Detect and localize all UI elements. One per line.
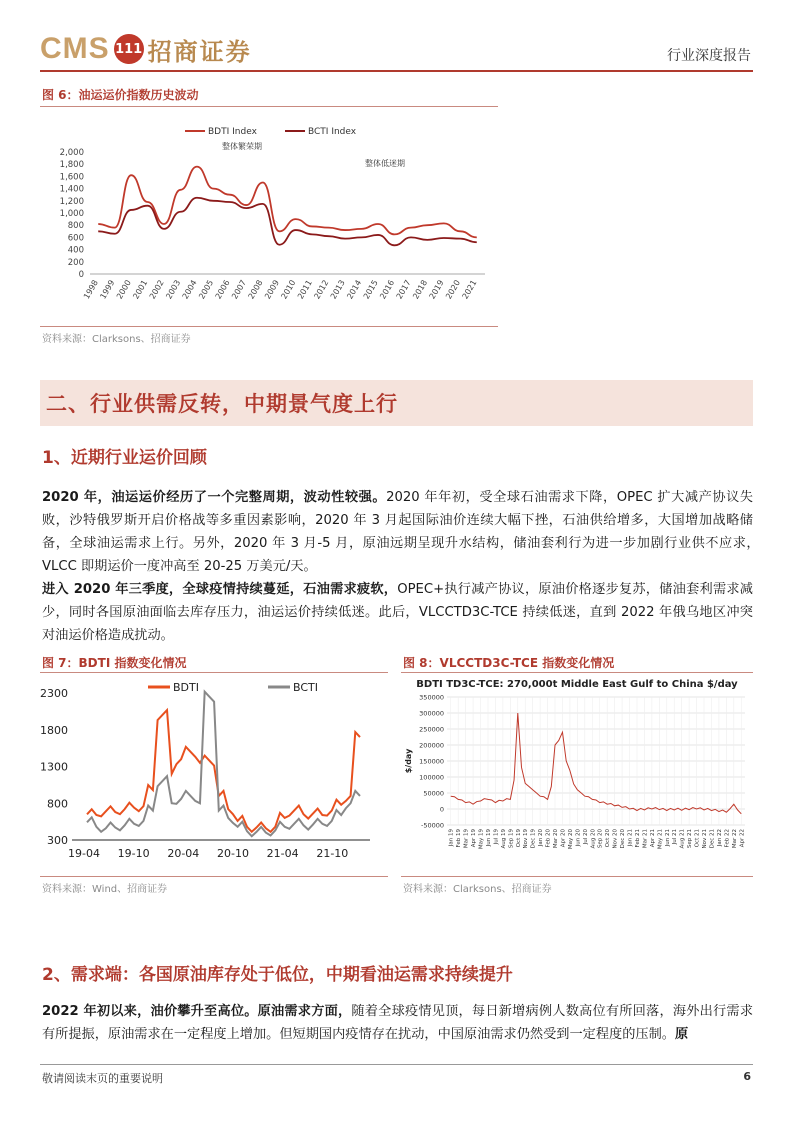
y-tick-label: 800 — [47, 797, 68, 811]
p3-text: 随着全球疫情见顶，每日新增病例人数高位有所回落，海外出行需求有所提振，原油需求在一定程度上增加。但短期国内疫情存在扰动，中国原油需求仍然受到一定程度的压制。 — [42, 1004, 754, 1042]
fig8-rule — [401, 672, 753, 673]
x-tick-label: Oct 20 — [605, 829, 612, 848]
x-tick-label: Mar 20 — [553, 829, 560, 849]
fig7-source: 资料来源：Wind、招商证券 — [42, 884, 168, 895]
x-tick-label: Jun 21 — [664, 829, 671, 847]
x-tick-label: May 21 — [657, 829, 664, 850]
x-tick-label: Jan 21 — [627, 829, 634, 847]
x-tick-label: Jan 19 — [448, 829, 455, 847]
x-tick-label: 2008 — [246, 278, 265, 301]
x-tick-label: 2020 — [444, 278, 463, 301]
x-tick-label: 1998 — [81, 278, 100, 301]
x-tick-label: Oct 19 — [515, 829, 522, 848]
x-tick-label: Nov 20 — [612, 829, 619, 849]
y-tick-label: 250000 — [419, 725, 444, 734]
fig6-legend — [185, 127, 357, 137]
fig8-chart — [401, 675, 753, 875]
x-tick-label: Apr 20 — [560, 829, 567, 848]
fig8-chart-title: BDTI TD3C-TCE: 270,000t Middle East Gulf to China $/day — [416, 679, 738, 690]
x-tick-label: May 20 — [567, 829, 574, 850]
x-tick-label: 2016 — [378, 278, 397, 301]
x-tick-label: 21-04 — [266, 847, 299, 860]
p2-text: OPEC+执行减产协议，原油价格逐步复苏，储油套利需求减少，同时各国原油面临去库存压力，油运运价持续低迷。此后，VLCCTD3C-TCE 持续低迷，直到 2022 年俄乌地区冲突对油运价格造成扰动。 — [42, 582, 753, 643]
x-tick-label: Mar 22 — [731, 829, 738, 849]
x-tick-label: Jun 19 — [485, 829, 492, 847]
logo-seal-icon: 111 — [114, 34, 144, 64]
p1-bold: 2020 年，油运运价经历了一个完整周期，波动性较强。 — [42, 490, 387, 505]
y-tick-label: 400 — [67, 245, 84, 256]
footer-note: 敬请阅读末页的重要说明 — [42, 1072, 163, 1085]
fig8-source: 资料来源：Clarksons、招商证券 — [403, 884, 552, 895]
series-line-td3c-tce — [451, 713, 742, 814]
paragraph-2 — [42, 578, 753, 647]
x-tick-label: Jun 20 — [575, 829, 582, 847]
x-tick-label: Nov 21 — [702, 829, 709, 849]
footer-divider — [40, 1064, 753, 1065]
legend-bdti-label: BDTI Index — [208, 127, 257, 137]
paragraph-3 — [42, 1000, 753, 1046]
x-tick-label: 2021 — [460, 278, 479, 301]
y-tick-label: 50000 — [423, 789, 444, 798]
x-tick-label: 2000 — [114, 278, 133, 301]
fig7-title: 图 7：BDTI 指数变化情况 — [42, 656, 187, 670]
y-tick-label: 1,600 — [59, 172, 84, 183]
y-tick-label: -50000 — [420, 821, 444, 830]
x-tick-label: Feb 20 — [545, 829, 552, 848]
y-tick-label: 300 — [47, 834, 68, 847]
p2-bold: 进入 2020 年三季度，全球疫情持续蔓延，石油需求疲软， — [42, 582, 398, 597]
report-type: 行业深度报告 — [667, 48, 751, 64]
p1-text: 2020 年年初，受全球石油需求下降，OPEC 扩大减产协议失败，沙特俄罗斯开启价格战等多重因素影响，2020 年 3 月起国际油价连续大幅下挫，石油供给增多，大国增加战略储备，全球油运需求上行。另外，2020 年 3 月-5 月，原油远期呈现升水结构，储油套利行为进一步加剧行业供不应求， VLCC 即期运价一度冲高至 20-25 万美元/天。 — [42, 490, 767, 574]
x-tick-label: 2005 — [197, 278, 216, 301]
x-tick-label: 2010 — [279, 278, 298, 301]
x-tick-label: 2006 — [213, 278, 232, 301]
x-tick-label: Aug 19 — [500, 829, 507, 849]
fig6-title: 图 6：油运运价指数历史波动 — [42, 88, 199, 102]
subsection-1-title: 1、近期行业运价回顾 — [42, 448, 207, 468]
x-tick-label: Aug 20 — [590, 829, 597, 849]
paragraph-1 — [42, 486, 767, 578]
fig6-source-rule — [40, 326, 498, 327]
x-tick-label: Mar 21 — [642, 829, 649, 849]
fig7-rule — [40, 672, 388, 673]
x-tick-label: 2019 — [427, 278, 446, 301]
x-tick-label: 2011 — [295, 278, 314, 301]
fig6-chart — [40, 112, 500, 322]
p3-bold: 2022 年初以来，油价攀升至高位。原油需求方面， — [42, 1004, 352, 1019]
x-tick-label: 2015 — [361, 278, 380, 301]
x-tick-label: 1999 — [98, 278, 117, 301]
x-tick-label: 19-10 — [117, 847, 150, 860]
fig8-title: 图 8：VLCCTD3C-TCE 指数变化情况 — [403, 656, 615, 670]
fig6-rule — [40, 106, 498, 107]
y-tick-label: 600 — [67, 233, 84, 244]
y-tick-label: 1,400 — [59, 184, 84, 195]
x-tick-label: Mar 19 — [463, 829, 470, 849]
x-tick-label: 20-04 — [167, 847, 200, 860]
series-line-bcti — [87, 692, 360, 837]
x-tick-label: 19-04 — [68, 847, 100, 860]
x-tick-label: Apr 21 — [649, 829, 656, 848]
x-tick-label: 20-10 — [217, 847, 249, 860]
x-tick-label: Apr 22 — [739, 829, 746, 848]
y-tick-label: 200000 — [419, 741, 444, 750]
y-tick-label: 300000 — [419, 709, 444, 718]
x-tick-label: 2007 — [230, 278, 249, 301]
x-tick-label: Sep 21 — [687, 829, 694, 849]
x-tick-label: Aug 21 — [679, 829, 686, 849]
x-tick-label: 2001 — [131, 278, 150, 301]
company-name: 招商证券 — [147, 36, 252, 66]
x-tick-label: 2009 — [263, 278, 282, 301]
series-line-bdti-index — [98, 167, 477, 238]
x-tick-label: Jul 19 — [493, 829, 500, 845]
x-tick-label: Apr 19 — [471, 829, 478, 848]
y-tick-label: 150000 — [419, 757, 444, 766]
x-tick-label: Sep 20 — [597, 829, 604, 849]
x-tick-label: Dec 20 — [620, 829, 627, 849]
x-tick-label: Feb 22 — [724, 829, 731, 848]
y-tick-label: 0 — [78, 270, 84, 280]
x-tick-label: Nov 19 — [523, 829, 530, 849]
legend-bcti-label: BCTI — [293, 681, 318, 694]
legend-bdti-label: BDTI — [173, 681, 199, 694]
y-tick-label: 1,800 — [59, 160, 84, 171]
x-tick-label: Jul 20 — [582, 829, 589, 845]
y-tick-label: 2300 — [40, 687, 68, 700]
p3-bold-tail: 原 — [675, 1027, 689, 1042]
logo-cms: CMS — [40, 32, 110, 65]
y-tick-label: 0 — [439, 805, 444, 814]
fig7-chart — [40, 675, 390, 875]
section-banner — [40, 380, 753, 426]
series-line-bcti-index — [98, 198, 477, 246]
x-tick-label: 2003 — [164, 278, 183, 301]
x-tick-label: 2012 — [312, 278, 331, 301]
x-tick-label: Jan 22 — [716, 829, 723, 847]
x-tick-label: 2017 — [394, 278, 413, 301]
fig7-source-rule — [40, 876, 388, 877]
y-tick-label: 200 — [67, 257, 84, 268]
y-tick-label: 1800 — [40, 723, 68, 737]
fig8-source-rule — [401, 876, 753, 877]
x-tick-label: 2018 — [411, 278, 430, 301]
x-tick-label: Dec 19 — [530, 829, 537, 849]
y-tick-label: 2,000 — [59, 148, 84, 158]
legend-bcti-label: BCTI Index — [308, 127, 357, 137]
y-axis-label: $/day — [404, 748, 413, 774]
x-tick-label: Feb 21 — [634, 829, 641, 848]
fig6-source: 资料来源：Clarksons、招商证券 — [42, 334, 191, 345]
x-tick-label: 21-10 — [316, 847, 349, 860]
x-tick-label: Oct 21 — [694, 829, 701, 848]
x-tick-label: May 19 — [478, 829, 485, 850]
y-tick-label: 800 — [67, 221, 84, 232]
fig6-annot-boom: 整体繁荣期 — [222, 142, 262, 151]
x-tick-label: Sep 19 — [508, 829, 515, 849]
y-tick-label: 1,200 — [59, 196, 84, 207]
series-line-bdti — [87, 710, 360, 832]
subsection-2-title: 2、需求端：各国原油库存处于低位，中期看油运需求持续提升 — [42, 965, 513, 985]
x-tick-label: Jan 20 — [538, 829, 545, 847]
x-tick-label: 2014 — [345, 278, 364, 301]
x-tick-label: 2004 — [180, 278, 199, 301]
y-tick-label: 1300 — [40, 760, 68, 774]
x-tick-label: Jul 21 — [672, 829, 679, 845]
x-tick-label: Feb 19 — [456, 829, 463, 848]
x-tick-label: 2002 — [147, 278, 166, 301]
header-divider — [40, 70, 753, 72]
y-tick-label: 350000 — [419, 693, 444, 702]
brand-logo — [40, 30, 252, 68]
y-tick-label: 1,000 — [59, 209, 84, 219]
fig6-annot-slump: 整体低迷期 — [365, 159, 405, 168]
page-number: 6 — [743, 1070, 751, 1083]
x-tick-label: Dec 21 — [709, 829, 716, 849]
section-title: 二、行业供需反转，中期景气度上行 — [46, 392, 398, 416]
x-tick-label: 2013 — [328, 278, 347, 301]
y-tick-label: 100000 — [419, 773, 444, 782]
